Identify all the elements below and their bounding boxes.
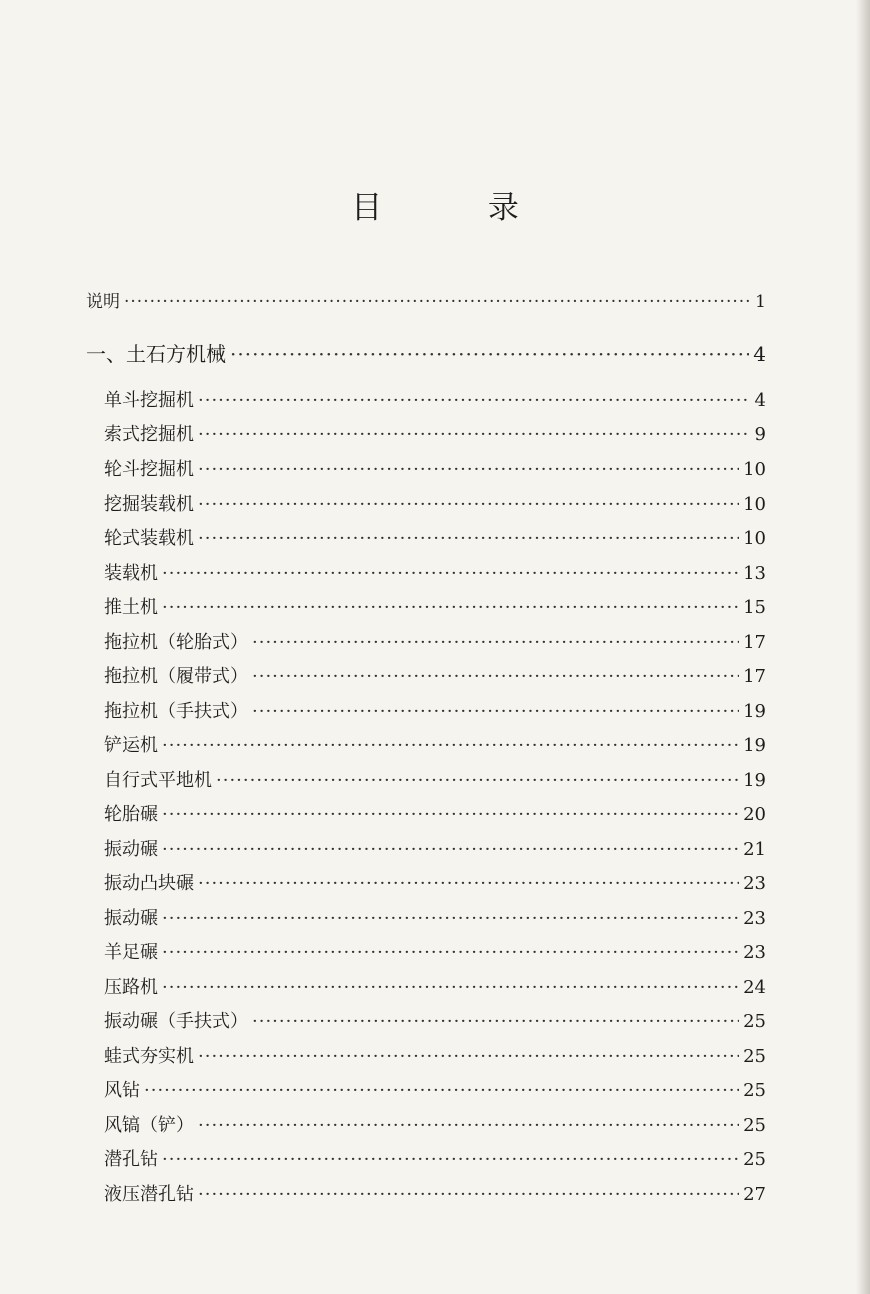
toc-entry-label: 索式挖掘机 [104,424,194,445]
toc-entry-label: 说明 [86,292,120,312]
leader-dots [162,804,739,825]
toc-entry-page: 13 [743,563,766,584]
toc-entry[interactable] [104,524,766,550]
toc-entry-label: 推土机 [104,597,158,618]
leader-dots [162,735,739,756]
leader-dots [252,666,739,687]
toc-entry-label: 振动碾 [104,908,158,929]
toc-entry-page: 25 [743,1046,766,1067]
toc-entry-page: 19 [743,701,766,722]
toc-entry-label: 振动碾（手扶式） [104,1011,248,1032]
toc-entry[interactable] [104,800,766,826]
leader-dots [162,839,739,860]
toc-entry[interactable] [104,1076,766,1102]
toc-entry[interactable] [104,593,766,619]
leader-dots [198,1115,739,1136]
leader-dots [198,1184,739,1205]
toc-entry[interactable] [104,731,766,757]
leader-dots [216,770,739,791]
toc-entry-label: 铲运机 [104,735,158,756]
leader-dots [198,459,739,480]
toc-entry[interactable] [104,386,766,412]
toc-entry[interactable] [86,338,766,367]
toc-entry-page: 1 [755,292,766,312]
toc-entry[interactable] [104,1042,766,1068]
leader-dots [162,1149,739,1170]
toc-entry[interactable] [104,559,766,585]
toc-entry[interactable] [104,1180,766,1206]
toc-entry[interactable] [104,835,766,861]
leader-dots [198,528,739,549]
leader-dots [198,873,739,894]
toc-entry-page: 17 [743,666,766,687]
leader-dots [252,701,739,722]
toc-entry-label: 挖掘装载机 [104,494,194,515]
toc-entry-page: 15 [743,597,766,618]
toc-entry[interactable] [104,628,766,654]
toc-entry-page: 4 [754,390,766,411]
leader-dots [124,292,750,312]
toc-entry-label: 轮斗挖掘机 [104,459,194,480]
leader-dots [162,597,739,618]
toc-entry[interactable] [104,766,766,792]
toc-entry[interactable] [104,420,766,446]
toc-entry[interactable] [86,287,766,312]
toc-entry-page: 25 [743,1011,766,1032]
leader-dots [230,342,749,366]
leader-dots [252,632,739,653]
toc-entry-page: 24 [743,977,766,998]
toc-entry-label: 振动凸块碾 [104,873,194,894]
leader-dots [162,908,739,929]
toc-entry[interactable] [104,1111,766,1137]
toc-entry[interactable] [104,1007,766,1033]
toc-entry[interactable] [104,904,766,930]
toc-entry-label: 自行式平地机 [104,770,212,791]
leader-dots [198,494,739,515]
leader-dots [252,1011,739,1032]
toc-entry-label: 拖拉机（轮胎式） [104,632,248,653]
toc-entry-page: 25 [743,1080,766,1101]
toc-entry[interactable] [104,662,766,688]
toc-entry-page: 10 [743,459,766,480]
toc-entry-label: 轮式装载机 [104,528,194,549]
toc-entry-label: 蛙式夯实机 [104,1046,194,1067]
toc-entry-page: 10 [743,528,766,549]
toc-entry-label: 拖拉机（履带式） [104,666,248,687]
leader-dots [198,1046,739,1067]
toc-entry-page: 10 [743,494,766,515]
leader-dots [162,942,739,963]
toc-entry-label: 液压潜孔钻 [104,1184,194,1205]
toc-entry-label: 风钻 [104,1080,140,1101]
toc-entry[interactable] [104,455,766,481]
toc-entry[interactable] [104,869,766,895]
toc-entry-label: 羊足碾 [104,942,158,963]
toc-entry-label: 轮胎碾 [104,804,158,825]
toc-entry-page: 25 [743,1149,766,1170]
toc-entry-page: 4 [753,342,766,366]
toc-entry-page: 17 [743,632,766,653]
toc-entry[interactable] [104,973,766,999]
toc-entry-label: 拖拉机（手扶式） [104,701,248,722]
toc-entry-label: 一、土石方机械 [86,342,226,366]
toc-entry[interactable] [104,490,766,516]
leader-dots [162,977,739,998]
toc-entry[interactable] [104,1145,766,1171]
toc-entry-page: 25 [743,1115,766,1136]
toc-entry-label: 振动碾 [104,839,158,860]
toc-entry-label: 单斗挖掘机 [104,390,194,411]
toc-entry[interactable] [104,697,766,723]
toc-entry-page: 19 [743,770,766,791]
leader-dots [162,563,739,584]
toc-entry-label: 装载机 [104,563,158,584]
toc-entry-label: 潜孔钻 [104,1149,158,1170]
leader-dots [198,424,750,445]
toc-entry-label: 风镐（铲） [104,1115,194,1136]
toc-entry-page: 23 [743,942,766,963]
toc-entry[interactable] [104,938,766,964]
toc-entry-page: 19 [743,735,766,756]
toc-entry-page: 27 [743,1184,766,1205]
leader-dots [144,1080,739,1101]
toc-entry-page: 20 [743,804,766,825]
leader-dots [198,390,750,411]
toc-title: 目 录 [351,190,567,226]
toc-entry-page: 21 [743,839,766,860]
toc-entry-label: 压路机 [104,977,158,998]
toc-entry-page: 23 [743,908,766,929]
toc-entry-page: 23 [743,873,766,894]
toc-entry-page: 9 [754,424,766,445]
